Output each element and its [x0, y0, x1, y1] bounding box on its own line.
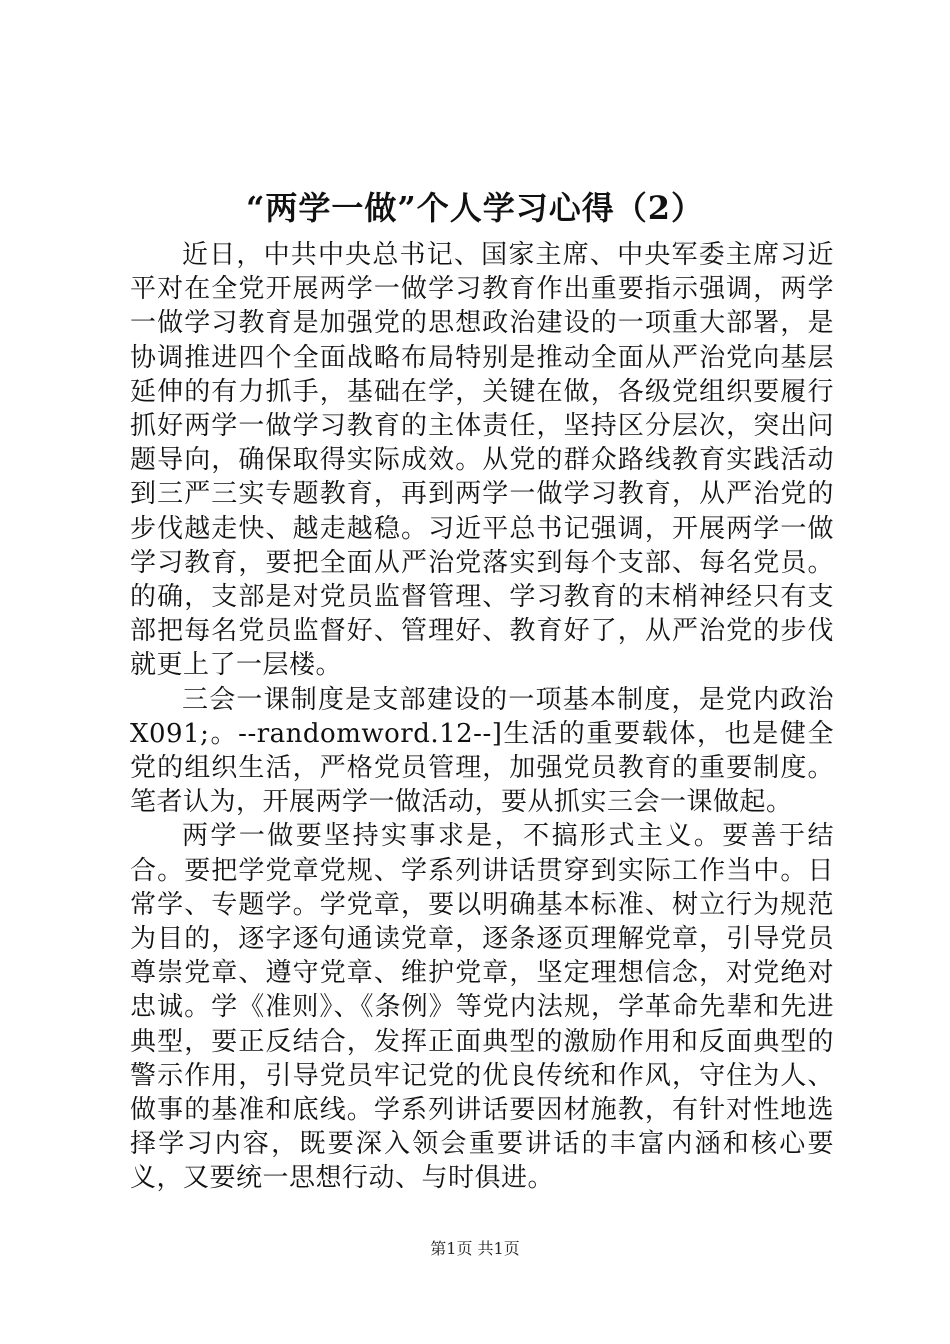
document-body [130, 238, 834, 1196]
paragraph-2: 三会一课制度是支部建设的一项基本制度，是党内政治X091;。--randomword.12--]生活的重要载体，也是健全党的组织生活，严格党员管理，加强党员教育的重要制度。笔者认为，开展两学一做活动，要从抓实三会一课做起。 [130, 684, 834, 818]
paragraph-3: 两学一做要坚持实事求是，不搞形式主义。要善于结合。要把学党章党规、学系列讲话贯穿到实际工作当中。日常学、专题学。学党章，要以明确基本标准、树立行为规范为目的，逐字逐句通读党章，逐条逐页理解党章，引导党员尊崇党章、遵守党章、维护党章，坚定理想信念，对党绝对忠诚。学《准则》、《条例》等党内法规，学革命先辈和先进典型，要正反结合，发挥正面典型的激励作用和反面典型的警示作用，引导党员牢记党的优良传统和作风，守住为人、做事的基准和底线。学系列讲话要因材施教，有针对性地选择学习内容，既要深入领会重要讲话的丰富内涵和核心要义，又要统一思想行动、与时俱进。 [130, 821, 834, 1194]
page-number-footer: 第1页 共1页 [430, 1239, 520, 1258]
document-title: “两学一做”个人学习心得（2） [245, 189, 705, 227]
paragraph-1: 近日，中共中央总书记、国家主席、中央军委主席习近平对在全党开展两学一做学习教育作出重要指示强调，两学一做学习教育是加强党的思想政治建设的一项重大部署，是协调推进四个全面战略布局特别是推动全面从严治党向基层延伸的有力抓手，基础在学，关键在做，各级党组织要履行抓好两学一做学习教育的主体责任，坚持区分层次，突出问题导向，确保取得实际成效。从党的群众路线教育实践活动到三严三实专题教育，再到两学一做学习教育，从严治党的步伐越走快、越走越稳。习近平总书记强调，开展两学一做学习教育，要把全面从严治党落实到每个支部、每名党员。的确，支部是对党员监督管理、学习教育的末梢神经只有支部把每名党员监督好、管理好、教育好了，从严治党的步伐就更上了一层楼。 [130, 240, 834, 681]
